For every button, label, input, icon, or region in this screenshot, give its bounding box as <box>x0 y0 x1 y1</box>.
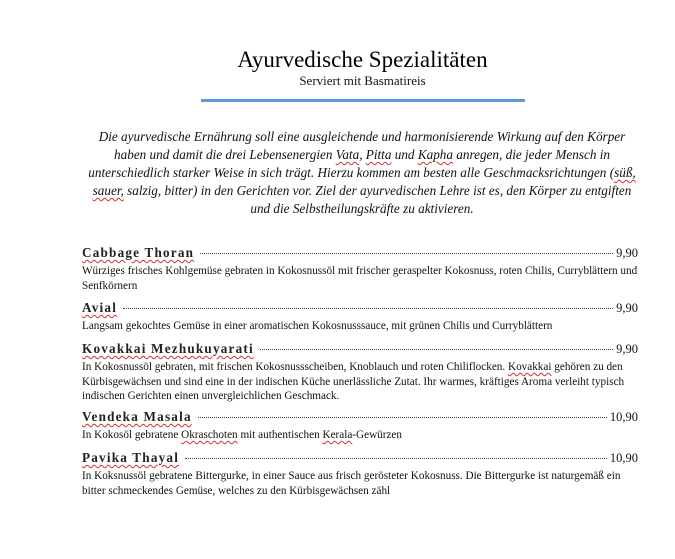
intro-text: , <box>359 147 366 162</box>
description-term: Kovakkai <box>507 361 552 373</box>
menu-item-name: Kovakkai Mezhukuyarati <box>82 341 254 356</box>
menu-item-header <box>82 450 638 468</box>
description-text: In Kokosöl gebratene <box>82 429 182 441</box>
menu-item-description: In Koksnussöl gebratene Bittergurke, in einer Sauce aus frisch gerösteter Kokosnuss. Die Bittergurke ist naturgemäß ein bitter schmeckendes Gemüse, welches zu den Kürbisgewächsen zähl <box>82 470 621 497</box>
menu-item-description <box>82 360 638 404</box>
description-text: In Kokosnussöl gebraten, mit frischen Kokosnussscheiben, Knoblauch und roten Chiliflocken. <box>82 361 508 373</box>
dot-leader <box>198 417 607 418</box>
intro-term-pitta: Pitta <box>365 147 392 162</box>
menu-item-vendeka-masala <box>82 409 638 443</box>
menu-item-header <box>82 245 638 263</box>
menu-item-price: 9,90 <box>616 246 638 260</box>
menu-item-name: Avial <box>82 300 118 315</box>
menu-item-kovakkai-mezhukuyarati <box>82 341 638 404</box>
description-term: Okraschoten <box>181 429 238 441</box>
intro-paragraph <box>82 128 642 218</box>
description-text: -Gewürzen <box>352 429 402 441</box>
intro-text: Die ayurvedische Ernährung soll eine ausgleichende und harmonisierende Wirkung auf den Körper haben und damit die drei Lebensenergien <box>98 129 626 162</box>
menu-item-header <box>82 341 638 359</box>
menu-item-name: Vendeka Masala <box>82 409 192 424</box>
menu-item-name: Cabbage Thoran <box>82 245 195 260</box>
intro-term-taste: süß, sauer, <box>92 165 636 198</box>
dot-leader <box>123 308 613 309</box>
menu-item-pavika-thayal <box>82 450 638 498</box>
menu-item-avial <box>82 300 638 334</box>
page-subtitle: Serviert mit Basmatireis <box>299 73 426 88</box>
menu-item-description: Würziges frisches Kohlgemüse gebraten in Kokosnussöl mit frischer geraspelter Kokosnuss, roten Chilis, Curryblättern und Senfkörnern <box>82 265 638 292</box>
menu-item-price: 10,90 <box>609 451 638 465</box>
menu-item-description <box>82 428 638 443</box>
intro-text: salzig, bitter) in den Gerichten vor. Ziel der ayurvedischen Lehre ist es, den Körper zu entgiften und die Selbstheilungskräfte zu aktivieren. <box>123 183 632 216</box>
dot-leader <box>185 458 607 459</box>
intro-term-vata: Vata <box>335 147 360 162</box>
menu-item-header <box>82 409 638 427</box>
intro-text: anregen, die jeder Mensch in unterschiedlich starker Weise in sich trägt. Hierzu kommen am besten alle Geschmacksrichtungen ( <box>88 147 615 180</box>
description-text: mit authentischen <box>237 429 323 441</box>
menu-item-cabbage-thoran <box>82 245 638 293</box>
menu-item-price: 9,90 <box>616 342 638 356</box>
dot-leader <box>260 349 613 350</box>
description-text: gehören zu den Kürbisgewächsen und sind eine in der indischen Küche unerlässliche Zutat. Ihr warmes, kräftiges Aroma verleiht typisch indischen Gerichten einen unvergleichlichen Geschmack. <box>82 361 625 402</box>
menu-item-description: Langsam gekochtes Gemüse in einer aromatischen Kokosnusssauce, mit grünen Chilis und Curryblättern <box>82 320 553 332</box>
intro-term-kapha: Kapha <box>417 147 453 162</box>
menu-item-price: 10,90 <box>609 410 638 424</box>
dot-leader <box>200 253 613 254</box>
menu-item-price: 9,90 <box>616 301 638 315</box>
description-term: Kerala <box>322 429 353 441</box>
menu-item-header <box>82 300 638 318</box>
page-title: Ayurvedische Spezialitäten <box>237 47 488 72</box>
title-divider <box>201 99 525 102</box>
menu-item-name: Pavika Thayal <box>82 450 180 465</box>
intro-text: und <box>391 147 418 162</box>
